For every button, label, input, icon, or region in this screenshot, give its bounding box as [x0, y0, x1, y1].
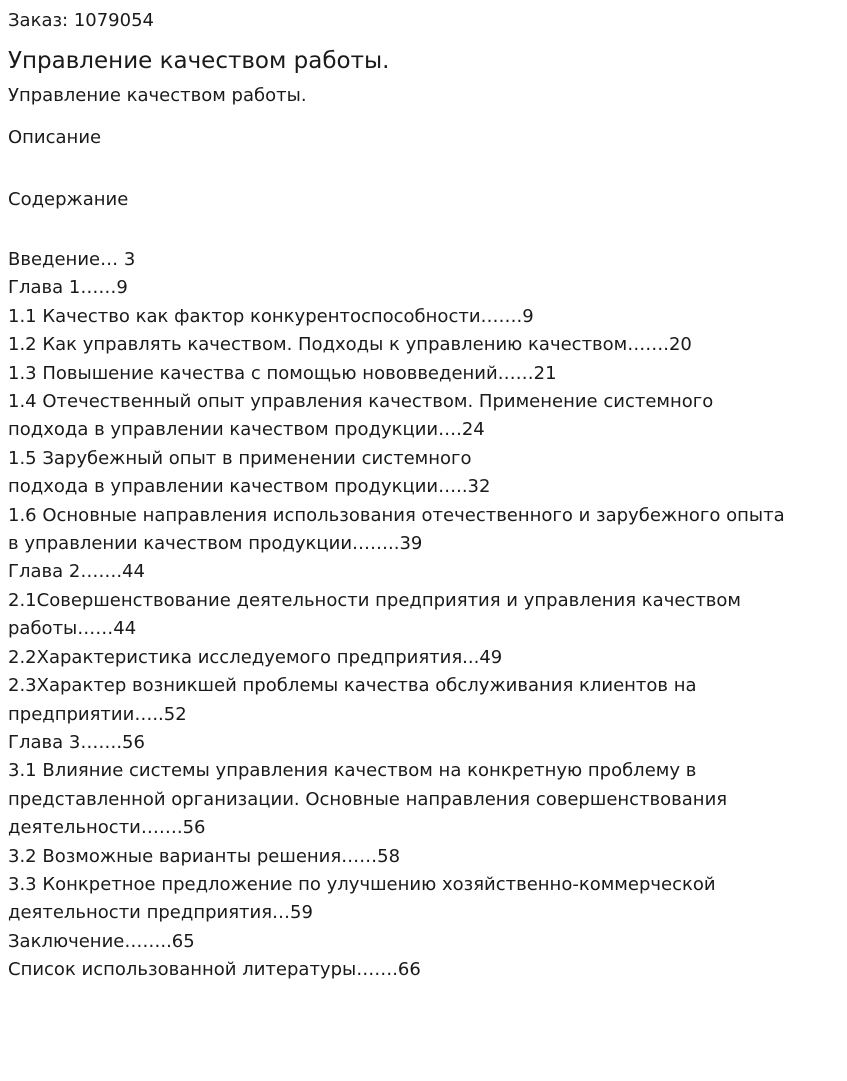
toc-line: Глава 1……9 [8, 277, 128, 299]
document-page [8, 0, 838, 985]
toc-line: 1.5 Зарубежный опыт в применении системного [8, 447, 472, 469]
toc-line: Глава 3…….56 [8, 731, 145, 753]
toc-line: 3.1 Влияние системы управления качеством на конкретную проблему в [8, 760, 697, 782]
toc-line: 1.6 Основные направления использования отечественного и зарубежного опыта [8, 504, 785, 526]
toc-line: работы……44 [8, 618, 137, 640]
table-of-contents [8, 246, 838, 985]
contents-heading: Содержание [8, 189, 129, 210]
toc-line: 2.2Характеристика исследуемого предприятия...49 [8, 646, 503, 668]
toc-line: предприятии…..52 [8, 703, 187, 725]
description-heading: Описание [8, 127, 102, 148]
order-number: Заказ: 1079054 [8, 10, 154, 31]
toc-line: 1.2 Как управлять качеством. Подходы к управлению качеством…….20 [8, 334, 692, 356]
toc-line: в управлении качеством продукции……..39 [8, 533, 423, 555]
toc-line: 2.1Совершенствование деятельности предприятия и управления качеством [8, 589, 741, 611]
toc-line: 1.1 Качество как фактор конкурентоспособности…….9 [8, 305, 534, 327]
toc-line: Глава 2…….44 [8, 561, 145, 583]
toc-line: 1.3 Повышение качества с помощью нововведений……21 [8, 362, 557, 384]
toc-line: подхода в управлении качеством продукции….24 [8, 419, 485, 441]
toc-line: подхода в управлении качеством продукции…..32 [8, 476, 491, 498]
page-subtitle: Управление качеством работы. [8, 85, 307, 106]
toc-line: Заключение……..65 [8, 930, 195, 952]
toc-line: деятельности…….56 [8, 817, 206, 839]
toc-line: 3.2 Возможные варианты решения……58 [8, 845, 401, 867]
toc-line: Введение… 3 [8, 249, 136, 270]
toc-line: Список использованной литературы…….66 [8, 959, 421, 981]
page-title: Управление качеством работы. [8, 48, 390, 74]
toc-line: деятельности предприятия…59 [8, 902, 313, 924]
toc-line: представленной организации. Основные направления совершенствования [8, 788, 728, 810]
toc-line: 2.3Характер возникшей проблемы качества обслуживания клиентов на [8, 675, 697, 697]
toc-line: 3.3 Конкретное предложение по улучшению хозяйственно-коммерческой [8, 873, 716, 895]
toc-line: 1.4 Отечественный опыт управления качеством. Применение системного [8, 391, 714, 413]
